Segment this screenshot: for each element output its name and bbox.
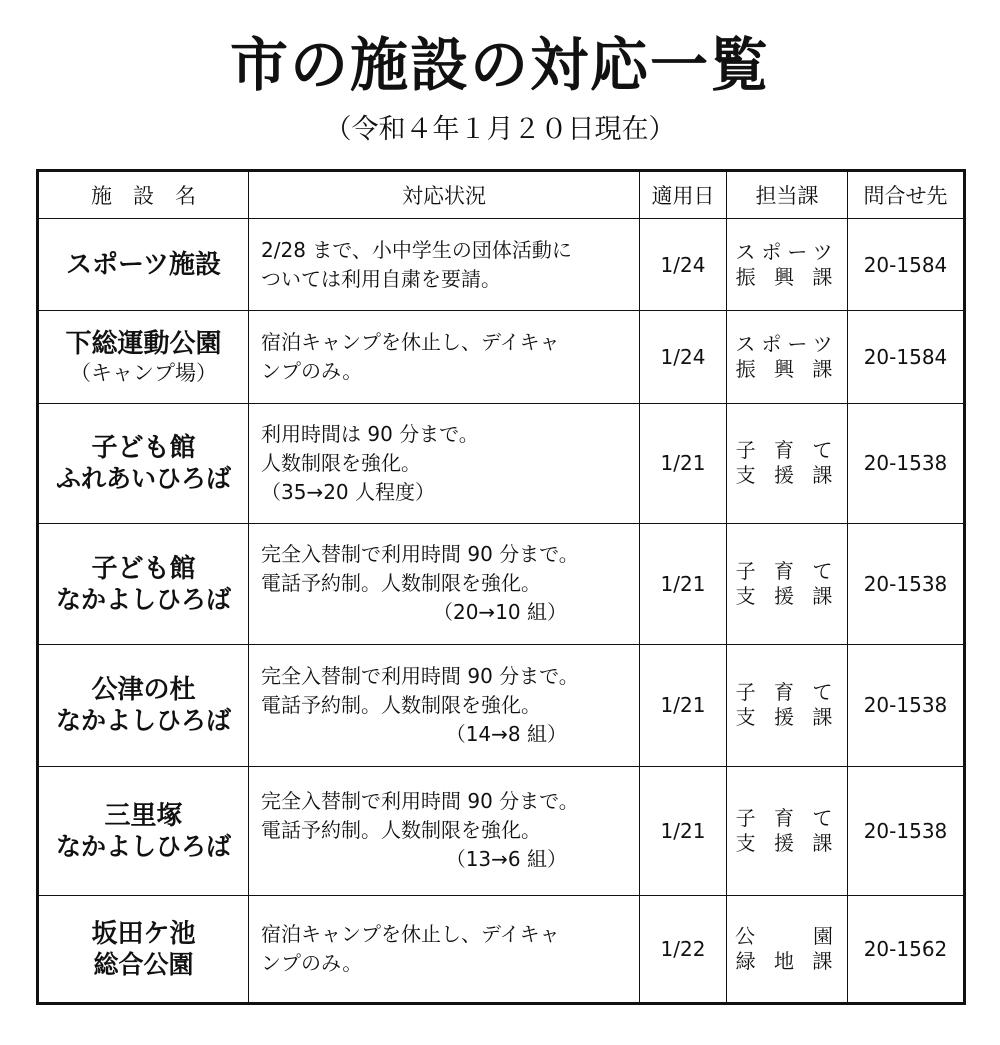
effective-date: 1/24 xyxy=(640,219,727,311)
facility-name-cell xyxy=(38,767,249,895)
facility-name: 三里塚 xyxy=(104,800,183,831)
contact-number: 20-1538 xyxy=(848,524,965,644)
header-name: 施 設 名 xyxy=(38,171,249,219)
department-line: 子 育 て xyxy=(735,805,839,830)
effective-date: 1/24 xyxy=(640,311,727,403)
department-cell xyxy=(727,403,848,523)
department-cell xyxy=(727,219,848,311)
department-line: 子 育 て xyxy=(735,680,839,705)
facility-name-cell xyxy=(38,311,249,403)
facility-table xyxy=(36,169,966,1005)
page-subtitle: （令和４年１月２０日現在） xyxy=(324,114,676,145)
department-cell xyxy=(727,311,848,403)
status-line: ンプのみ。 xyxy=(261,359,363,384)
facility-name-cell xyxy=(38,219,249,311)
header-date: 適用日 xyxy=(640,171,727,219)
effective-date: 1/21 xyxy=(640,403,727,523)
effective-date: 1/21 xyxy=(640,767,727,895)
status-cell xyxy=(249,895,640,1003)
department-line: 子 育 て xyxy=(735,558,839,583)
facility-name-cell xyxy=(38,895,249,1003)
facility-name-cell xyxy=(38,403,249,523)
facility-subname: 総合公園 xyxy=(93,949,194,979)
facility-subname: ふれあいひろば xyxy=(55,464,231,494)
status-line: 利用時間は 90 分まで。 xyxy=(261,421,479,446)
facility-name: 坂田ケ池 xyxy=(91,918,196,949)
department-line: スポーツ xyxy=(735,332,839,357)
facility-name: 子ども館 xyxy=(91,433,196,464)
status-line: （14→8 組） xyxy=(445,721,567,746)
header-dept: 担当課 xyxy=(727,171,848,219)
table-row xyxy=(38,524,965,644)
table-row xyxy=(38,895,965,1003)
status-line: （13→6 組） xyxy=(445,847,567,872)
table-row xyxy=(38,644,965,766)
department-line: 支 援 課 xyxy=(735,463,839,488)
status-cell xyxy=(249,403,640,523)
facility-subname: なかよしひろば xyxy=(55,706,231,736)
department-cell xyxy=(727,767,848,895)
status-line: 人数制限を強化。 xyxy=(261,450,421,475)
status-line: 電話予約制。人数制限を強化。 xyxy=(261,571,541,596)
facility-subname: なかよしひろば xyxy=(55,584,231,614)
table-row xyxy=(38,767,965,895)
department-line: スポーツ xyxy=(735,239,839,264)
status-line: ついては利用自粛を要請。 xyxy=(261,266,501,291)
department-line: 支 援 課 xyxy=(735,583,839,608)
status-cell xyxy=(249,767,640,895)
facility-name: スポーツ施設 xyxy=(66,249,221,280)
effective-date: 1/22 xyxy=(640,895,727,1003)
status-line: 完全入替制で利用時間 90 分まで。 xyxy=(261,663,579,688)
page-title: 市の施設の対応一覧 xyxy=(229,31,770,99)
department-line: 振 興 課 xyxy=(735,264,839,289)
status-line: 宿泊キャンプを休止し、デイキャ xyxy=(261,330,560,355)
status-line: 宿泊キャンプを休止し、デイキャ xyxy=(261,921,560,946)
table-row xyxy=(38,403,965,523)
table-row xyxy=(38,311,965,403)
facility-subname: なかよしひろば xyxy=(55,831,231,861)
facility-name: 下総運動公園 xyxy=(65,329,222,360)
status-line: 完全入替制で利用時間 90 分まで。 xyxy=(261,789,579,814)
department-cell xyxy=(727,644,848,766)
status-line: （35→20 人程度） xyxy=(261,479,436,504)
status-line: ンプのみ。 xyxy=(261,950,363,975)
department-cell xyxy=(727,524,848,644)
status-line: 電話予約制。人数制限を強化。 xyxy=(261,692,541,717)
contact-number: 20-1562 xyxy=(848,895,965,1003)
facility-name-cell xyxy=(38,524,249,644)
facility-name: 公津の杜 xyxy=(91,675,196,706)
status-line: （20→10 組） xyxy=(432,600,567,625)
contact-number: 20-1584 xyxy=(848,219,965,311)
status-cell xyxy=(249,311,640,403)
department-line: 振 興 課 xyxy=(735,357,839,382)
contact-number: 20-1538 xyxy=(848,644,965,766)
table-header-row xyxy=(38,171,965,219)
department-line: 緑 地 課 xyxy=(735,948,839,973)
department-line: 支 援 課 xyxy=(735,705,839,730)
status-line: 完全入替制で利用時間 90 分まで。 xyxy=(261,542,579,567)
department-line: 子 育 て xyxy=(735,438,839,463)
contact-number: 20-1538 xyxy=(848,767,965,895)
effective-date: 1/21 xyxy=(640,524,727,644)
facility-name: 子ども館 xyxy=(91,553,196,584)
facility-name-cell xyxy=(38,644,249,766)
status-cell xyxy=(249,524,640,644)
contact-number: 20-1538 xyxy=(848,403,965,523)
table-row xyxy=(38,219,965,311)
header-status: 対応状況 xyxy=(249,171,640,219)
department-cell xyxy=(727,895,848,1003)
status-line: 電話予約制。人数制限を強化。 xyxy=(261,818,541,843)
header-contact: 問合せ先 xyxy=(848,171,965,219)
status-cell xyxy=(249,219,640,311)
department-line: 公 園 xyxy=(735,923,839,948)
facility-subname: （キャンプ場） xyxy=(70,361,217,386)
department-line: 支 援 課 xyxy=(735,830,839,855)
effective-date: 1/21 xyxy=(640,644,727,766)
status-cell xyxy=(249,644,640,766)
contact-number: 20-1584 xyxy=(848,311,965,403)
status-line: 2/28 まで、小中学生の団体活動に xyxy=(261,237,572,262)
